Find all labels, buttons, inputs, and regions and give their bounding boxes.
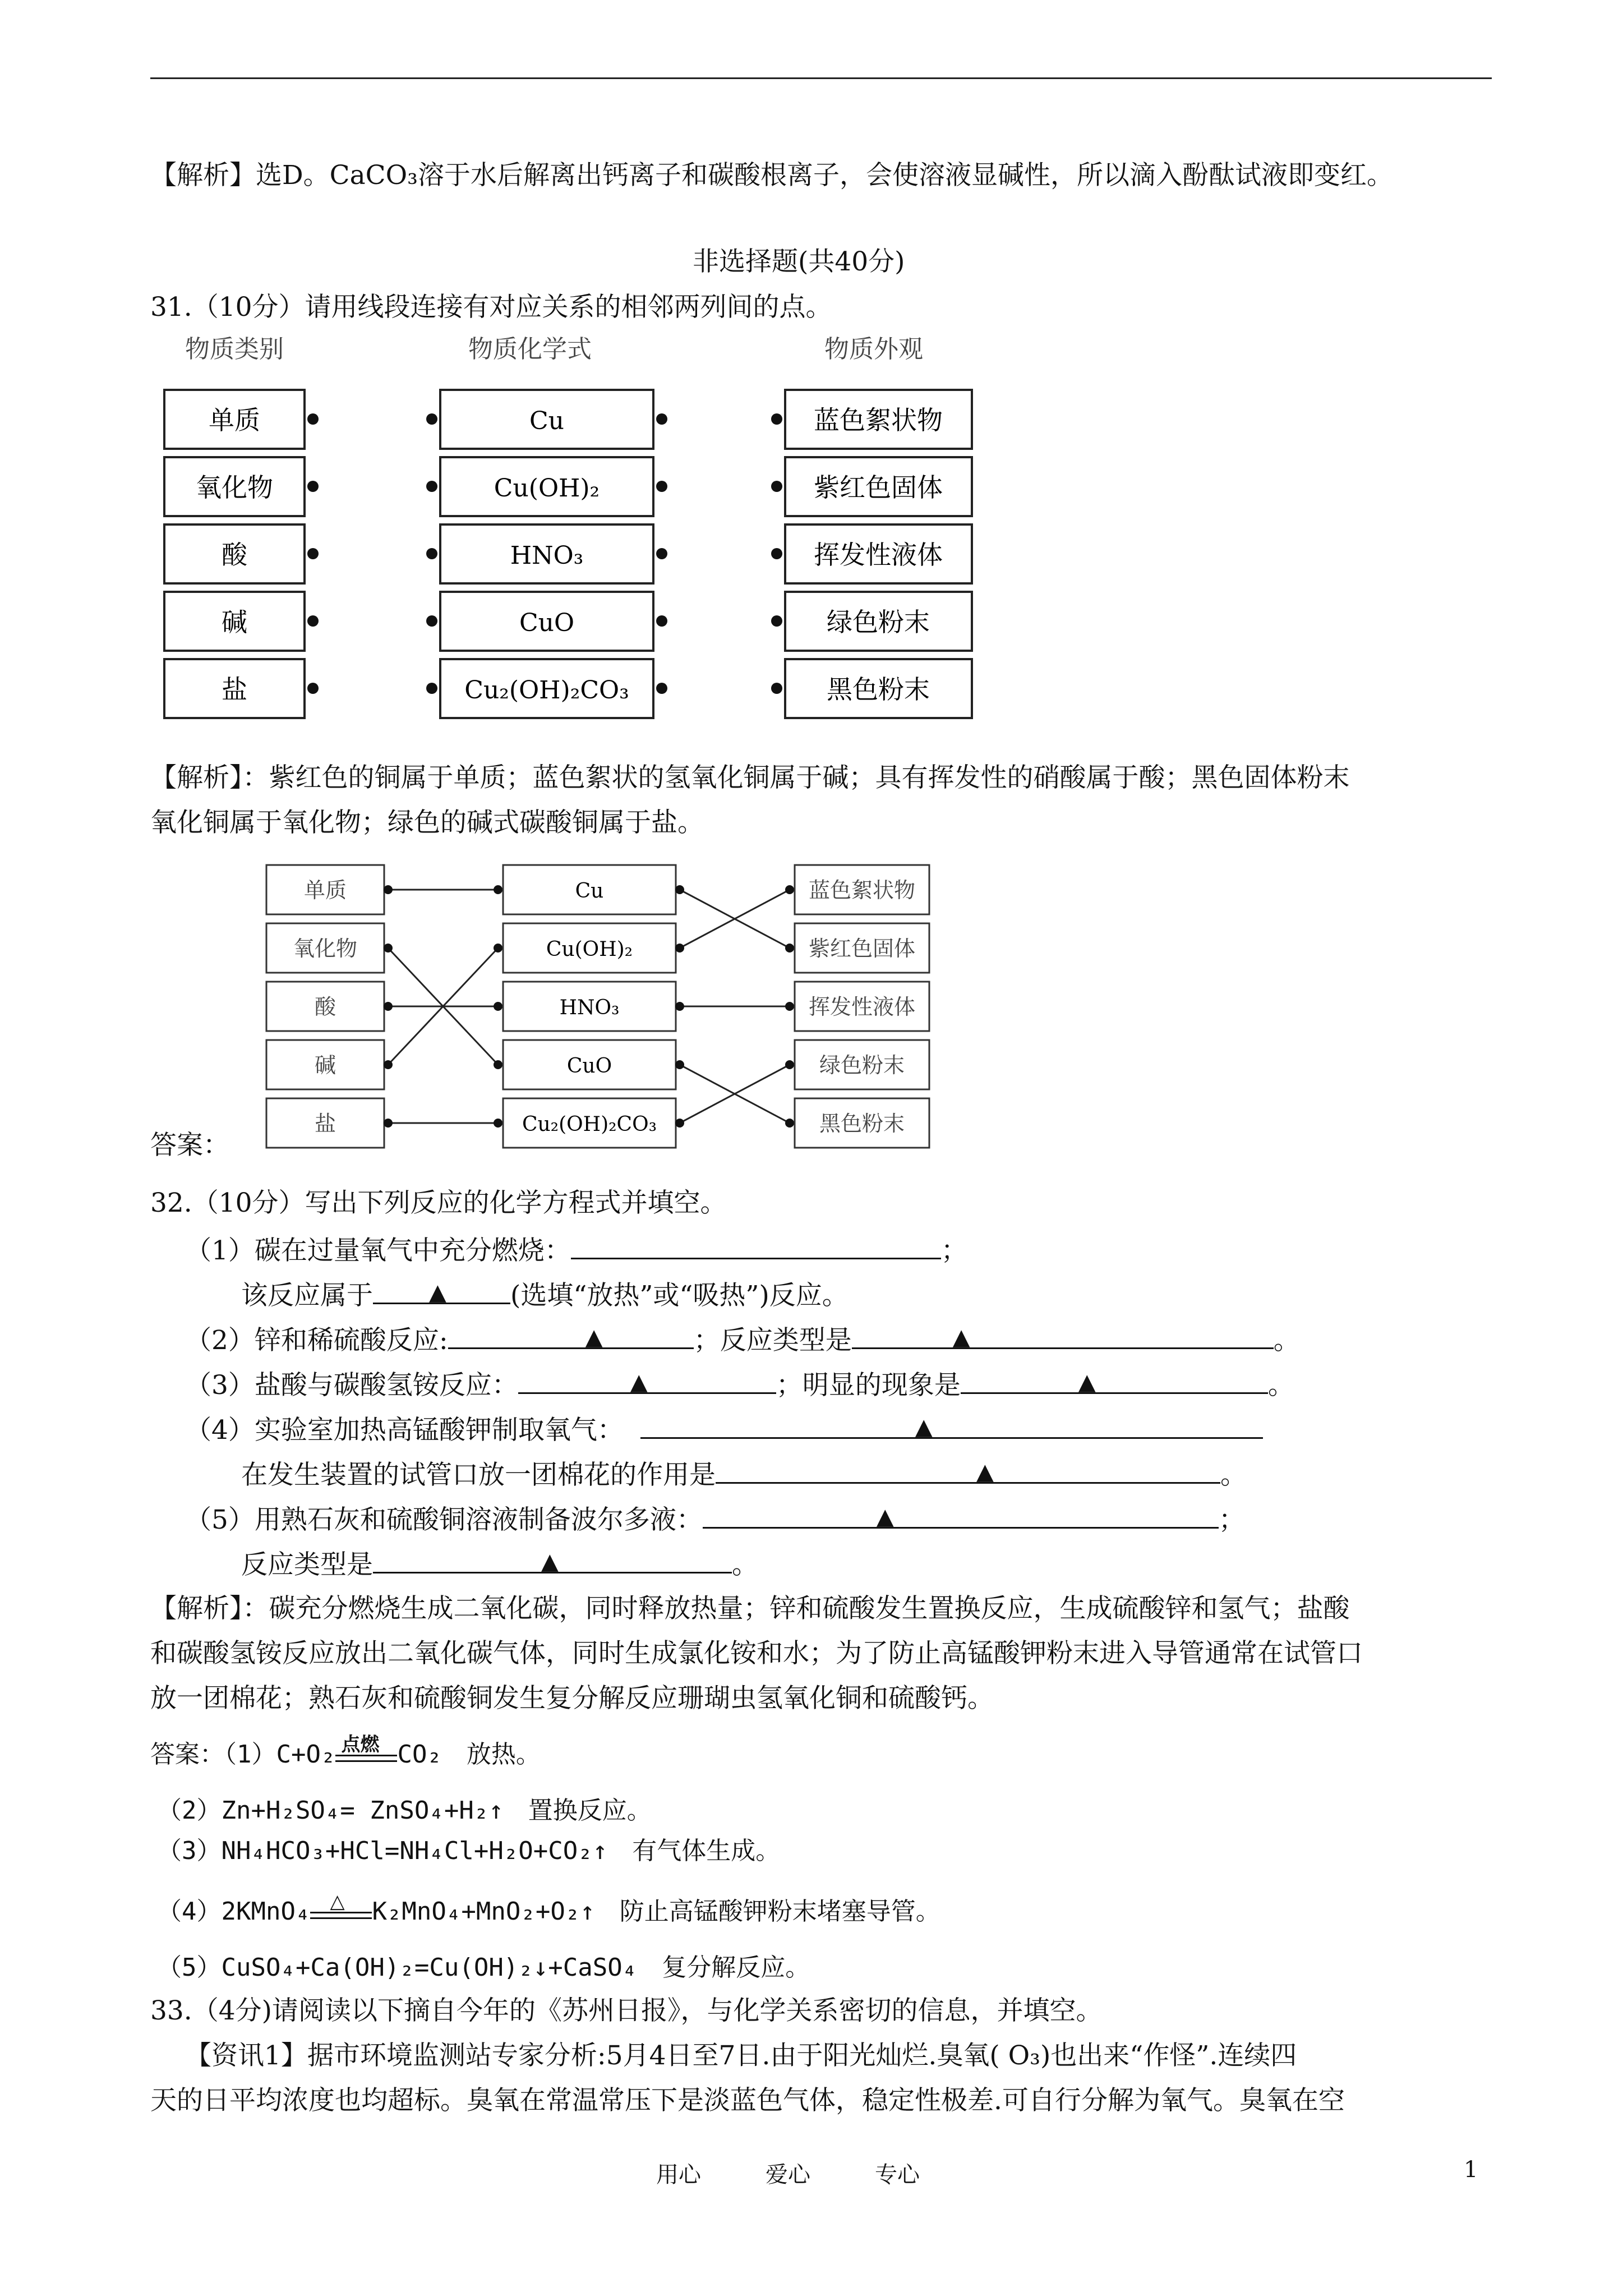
- category-box-3[interactable]: [164, 524, 319, 583]
- formula-box-4[interactable]: [426, 592, 667, 651]
- blank-1-equation[interactable]: [571, 1233, 941, 1259]
- q32-line1b: 该反应属于 ▲ (选填“放热”或“吸热”)反应。: [241, 1278, 849, 1313]
- answer-formula-box-5: [494, 1098, 684, 1148]
- svg-text:Cu(OH)₂: Cu(OH)₂: [546, 938, 633, 961]
- formula-box-3[interactable]: [426, 524, 667, 583]
- svg-text:紫红色固体: 紫红色固体: [814, 472, 943, 503]
- q31-analysis-line1: 【解析】：紫红色的铜属于单质；蓝色絮状的氢氧化铜属于碱；具有挥发性的硝酸属于酸；黑色固体粉末: [150, 762, 1350, 793]
- q32-analysis-line2: 和碳酸氢铵反应放出二氧化碳气体，同时生成氯化铵和水；为了防止高锰酸钾粉末进入导管通常在试管口: [150, 1638, 1363, 1669]
- svg-text:氧化物: 氧化物: [196, 472, 273, 503]
- answer-formula-box-3: [494, 982, 684, 1031]
- svg-text:蓝色絮状物: 蓝色絮状物: [808, 878, 916, 903]
- page-number: 1: [1464, 2157, 1478, 2183]
- svg-text:单质: 单质: [209, 405, 260, 435]
- col-header-category: 物质类别: [185, 335, 284, 364]
- blank-5-equation[interactable]: ▲: [703, 1502, 1219, 1529]
- q32-line3: （3）盐酸与碳酸氢铵反应： ▲ ；明显的现象是 ▲ 。: [185, 1368, 1294, 1402]
- q31-answer-label: 答案：: [150, 1130, 229, 1161]
- svg-text:黑色粉末: 黑色粉末: [819, 1111, 905, 1136]
- answer-category-box-5: [266, 1098, 393, 1148]
- footer-word-3: 专心: [875, 2162, 920, 2188]
- appearance-box-2[interactable]: [771, 457, 972, 516]
- blank-1-heat[interactable]: ▲: [373, 1278, 510, 1304]
- q32-stem: 32.（10分）写出下列反应的化学方程式并填空。: [150, 1188, 727, 1218]
- q33-info-line1: 【资讯1】据市环境监测站专家分析:5月4日至7日.由于阳光灿烂.臭氧( O₃)也出来“作怪”.连续四: [185, 2040, 1297, 2071]
- svg-text:蓝色絮状物: 蓝色絮状物: [814, 405, 943, 435]
- col-header-formula: 物质化学式: [468, 335, 592, 364]
- svg-text:绿色粉末: 绿色粉末: [819, 1053, 905, 1078]
- answer-appearance-box-1: [785, 865, 929, 914]
- blank-4-cotton[interactable]: ▲: [716, 1457, 1220, 1484]
- q32-analysis-line1: 【解析】：碳充分燃烧生成二氧化碳，同时释放热量；锌和硫酸发生置换反应，生成硫酸锌和氢气；盐酸: [150, 1593, 1350, 1624]
- q32-line5b: 反应类型是 ▲ 。: [241, 1547, 758, 1582]
- footer-word-1: 用心: [656, 2162, 701, 2188]
- q32-line5: （5）用熟石灰和硫酸铜溶液制备波尔多液： ▲ ；: [185, 1502, 1245, 1537]
- svg-text:碱: 碱: [222, 607, 247, 637]
- q32-answer-4: （4）2KMnO₄ △ K₂MnO₄+MnO₂+O₂↑ 防止高锰酸钾粉末堵塞导管。: [157, 1895, 940, 1929]
- svg-text:盐: 盐: [314, 1111, 336, 1136]
- condition-arrow-ignite: 点燃: [335, 1738, 397, 1772]
- q31-stem: 31.（10分）请用线段连接有对应关系的相邻两列间的点。: [150, 292, 832, 323]
- appearance-box-1[interactable]: [771, 390, 972, 449]
- formula-box-2[interactable]: [426, 457, 667, 516]
- formula-box-5[interactable]: [426, 659, 667, 718]
- answer-category-box-2: [266, 923, 393, 973]
- q32-answer-5: （5）CuSO₄+Ca(OH)₂=Cu(OH)₂↓+CaSO₄ 复分解反应。: [157, 1953, 810, 1982]
- category-box-2[interactable]: [164, 457, 319, 516]
- answer-appearance-box-5: [785, 1098, 929, 1148]
- section-title: 非选择题(共40分): [693, 246, 905, 277]
- svg-text:酸: 酸: [222, 540, 247, 570]
- svg-text:CuO: CuO: [519, 609, 575, 637]
- category-box-4[interactable]: [164, 592, 319, 651]
- col-header-appearance: 物质外观: [824, 335, 923, 364]
- condition-arrow-heat: △: [310, 1895, 372, 1929]
- svg-text:黑色粉末: 黑色粉末: [827, 674, 930, 705]
- answer-formula-box-2: [494, 923, 684, 973]
- appearance-box-3[interactable]: [771, 524, 972, 583]
- svg-text:单质: 单质: [303, 878, 347, 903]
- svg-text:挥发性液体: 挥发性液体: [808, 995, 916, 1019]
- answer-appearance-box-3: [785, 982, 929, 1031]
- svg-text:Cu: Cu: [529, 407, 565, 435]
- svg-text:Cu: Cu: [575, 880, 604, 903]
- q33-info-line2: 天的日平均浓度也均超标。臭氧在常温常压下是淡蓝色气体，稳定性极差.可自行分解为氧气。臭氧在空: [150, 2085, 1345, 2116]
- blank-4-equation[interactable]: ▲: [640, 1412, 1263, 1439]
- svg-text:挥发性液体: 挥发性液体: [814, 540, 943, 570]
- answer-category-box-4: [266, 1040, 393, 1089]
- blank-5-type[interactable]: ▲: [373, 1547, 732, 1573]
- footer-word-2: 爱心: [766, 2162, 810, 2188]
- answer-appearance-box-4: [785, 1040, 929, 1089]
- answer-category-box-3: [266, 982, 393, 1031]
- q32-line4b: 在发生装置的试管口放一团棉花的作用是 ▲ 。: [241, 1457, 1247, 1492]
- q32-answer-3: （3）NH₄HCO₃+HCl=NH₄Cl+H₂O+CO₂↑ 有气体生成。: [157, 1837, 781, 1865]
- q31-analysis-line2: 氧化铜属于氧化物；绿色的碱式碳酸铜属于盐。: [150, 807, 704, 838]
- svg-text:碱: 碱: [314, 1053, 336, 1078]
- answer-category-box-1: [266, 865, 393, 914]
- svg-text:Cu(OH)₂: Cu(OH)₂: [494, 474, 600, 503]
- svg-text:酸: 酸: [314, 995, 336, 1019]
- appearance-box-5[interactable]: [771, 659, 972, 718]
- svg-text:CuO: CuO: [566, 1055, 612, 1078]
- answer-appearance-box-2: [785, 923, 929, 973]
- q32-answer-2: （2）Zn+H₂SO₄= ZnSO₄+H₂↑ 置换反应。: [157, 1796, 652, 1825]
- q32-line2: （2）锌和稀硫酸反应: ▲ ；反应类型是 ▲ 。: [185, 1323, 1300, 1358]
- blank-3-phenomenon[interactable]: ▲: [961, 1368, 1268, 1394]
- blank-3-equation[interactable]: ▲: [518, 1368, 776, 1394]
- svg-text:氧化物: 氧化物: [293, 936, 358, 961]
- answer-formula-box-1: [494, 865, 684, 914]
- category-box-5[interactable]: [164, 659, 319, 718]
- svg-text:HNO₃: HNO₃: [559, 996, 620, 1019]
- svg-text:绿色粉末: 绿色粉末: [827, 607, 930, 637]
- appearance-box-4[interactable]: [771, 592, 972, 651]
- svg-text:Cu₂(OH)₂CO₃: Cu₂(OH)₂CO₃: [464, 676, 629, 705]
- svg-text:HNO₃: HNO₃: [510, 541, 584, 570]
- q32-line4: （4）实验室加热高锰酸钾制取氧气： ▲: [185, 1412, 1263, 1447]
- prev-answer: 【解析】选D。CaCO₃溶于水后解离出钙离子和碳酸根离子，会使溶液显碱性，所以滴入酚酞试液即变红。: [150, 160, 1393, 191]
- svg-text:紫红色固体: 紫红色固体: [808, 936, 916, 961]
- answer-formula-box-4: [494, 1040, 684, 1089]
- blank-2-equation[interactable]: ▲: [448, 1323, 694, 1349]
- q31-matching-diagram: [150, 331, 992, 735]
- svg-text:盐: 盐: [222, 674, 247, 705]
- q31-answer-diagram: [258, 858, 965, 1161]
- q32-analysis-line3: 放一团棉花；熟石灰和硫酸铜发生复分解反应珊瑚虫氢氧化铜和硫酸钙。: [150, 1683, 994, 1714]
- svg-text:Cu₂(OH)₂CO₃: Cu₂(OH)₂CO₃: [522, 1113, 657, 1136]
- q33-stem: 33.（4分)请阅读以下摘自今年的《苏州日报》，与化学关系密切的信息，并填空。: [150, 1995, 1103, 2026]
- q32-line1: （1）碳在过量氧气中充分燃烧： ；: [185, 1233, 967, 1268]
- category-box-1[interactable]: [164, 390, 319, 449]
- blank-2-type[interactable]: ▲: [852, 1323, 1274, 1349]
- header-rule: [150, 77, 1492, 79]
- q32-answer-1: 答案：（1）C+O₂ 点燃 CO₂ 放热。: [150, 1738, 541, 1772]
- formula-box-1[interactable]: [426, 390, 667, 449]
